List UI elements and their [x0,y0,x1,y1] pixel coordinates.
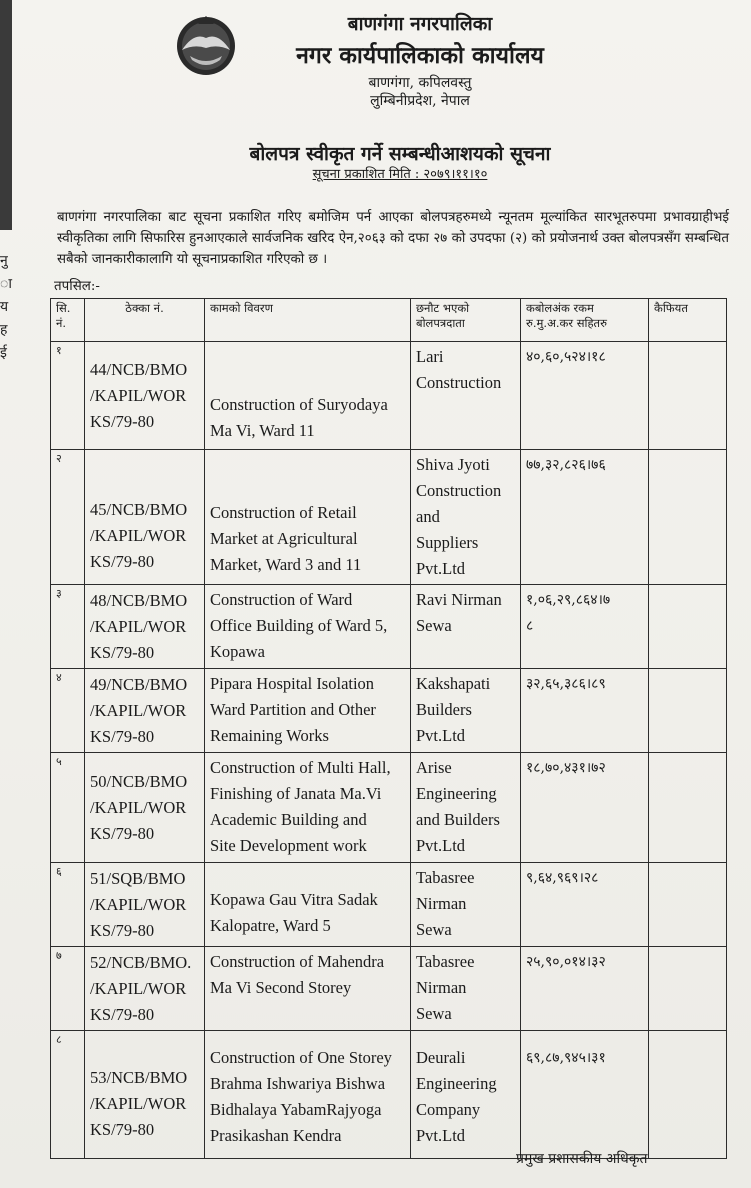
row-sn: ६ [51,863,85,947]
row-amount: ७७,३२,८२६।७६ [521,450,649,585]
signature-title: प्रमुख प्रशासकीय अधिकृत [516,1151,648,1167]
row-sn: २ [51,450,85,585]
row-contract: 51/SQB/BMO /KAPIL/WOR KS/79-80 [85,863,205,947]
row-sn: ७ [51,947,85,1031]
row-bidder: Ravi Nirman Sewa [411,585,521,669]
table-header-row [51,299,727,342]
header-sn: सि. नं. [51,299,85,342]
row-remarks [649,753,727,863]
row-description: Construction of Multi Hall, Finishing of Janata Ma.Vi Academic Building and Site Development work [205,753,411,863]
row-bidder: Kakshapati Builders Pvt.Ltd [411,669,521,753]
row-remarks [649,585,727,669]
table-row [51,1031,727,1159]
row-description: Construction of Suryodaya Ma Vi, Ward 11 [205,342,411,450]
row-bidder: Tabasree Nirman Sewa [411,947,521,1031]
header-description: कामको विवरण [205,299,411,342]
row-bidder: Arise Engineering and Builders Pvt.Ltd [411,753,521,863]
table-row [51,585,727,669]
row-amount: ३२,६५,३८६।८९ [521,669,649,753]
margin-fragment: नु ा य ह ई [0,253,12,361]
row-amount: १८,७०,४३१।७२ [521,753,649,863]
table-row [51,669,727,753]
row-amount: २५,९०,०१४।३२ [521,947,649,1031]
row-description: Construction of Mahendra Ma Vi Second Storey [205,947,411,1031]
row-amount: ४०,६०,५२४।१८ [521,342,649,450]
row-description: Pipara Hospital Isolation Ward Partition and Other Remaining Works [205,669,411,753]
table-row [51,863,727,947]
row-amount: ६९,८७,९४५।३१ [521,1031,649,1159]
row-remarks [649,1031,727,1159]
row-description: Kopawa Gau Vitra Sadak Kalopatre, Ward 5 [205,863,411,947]
row-contract: 52/NCB/BMO. /KAPIL/WOR KS/79-80 [85,947,205,1031]
published-date: सूचना प्रकाशित मिति : २०७९।११।१० [312,167,488,182]
page-edge-shadow [0,0,12,230]
row-description: Construction of Retail Market at Agricultural Market, Ward 3 and 11 [205,450,411,585]
row-remarks [649,342,727,450]
row-sn: ८ [51,1031,85,1159]
row-sn: ३ [51,585,85,669]
bid-table [50,298,727,1159]
header-remarks: कैफियत [649,299,727,342]
notice-body: बाणगंगा नगरपालिका बाट सूचना प्रकाशित गरिए बमोजिम पर्न आएका बोलपत्रहरुमध्ये न्यूनतम मूल्यांकित सारभूतरुपमा प्रभावग्राहीभई स्वीकृतिका लागि सिफारिस हुनआएकाले सार्वजनिक खरिद ऐन,२०६३ को दफा २७ को उपदफा (२) को प्रयोजनार्थ उक्त बोलपत्रसँग सम्बन्धित सबैको जानकारीकालागि यो सूचनाप्रकाशित गरिएको छ । [57,210,729,267]
office-name: नगर कार्यपालिकाको कार्यालय [296,42,544,69]
row-contract: 45/NCB/BMO /KAPIL/WOR KS/79-80 [85,450,205,585]
table-row [51,947,727,1031]
row-contract: 50/NCB/BMO /KAPIL/WOR KS/79-80 [85,753,205,863]
row-contract: 49/NCB/BMO /KAPIL/WOR KS/79-80 [85,669,205,753]
municipality-name: बाणगंगा नगरपालिका [347,13,493,35]
row-bidder: Lari Construction [411,342,521,450]
table-row [51,450,727,585]
row-remarks [649,947,727,1031]
row-description: Construction of Ward Office Building of Ward 5, Kopawa [205,585,411,669]
row-description: Construction of One Storey Brahma Ishwariya Bishwa Bidhalaya YabamRajyoga Prasikashan Kendra [205,1031,411,1159]
row-contract: 44/NCB/BMO /KAPIL/WOR KS/79-80 [85,342,205,450]
details-label: तपसिल:- [54,279,100,294]
row-amount: ९,६४,९६९।२८ [521,863,649,947]
header-bidder: छनौट भएको बोलपत्रदाता [411,299,521,342]
row-bidder: Tabasree Nirman Sewa [411,863,521,947]
address-line-1: बाणगंगा, कपिलवस्तु [368,75,472,91]
row-amount: १,०६,२९,८६४।७ ८ [521,585,649,669]
table-row [51,342,727,450]
nepal-emblem-logo [168,12,244,78]
row-contract: 53/NCB/BMO /KAPIL/WOR KS/79-80 [85,1031,205,1159]
header-contract-no: ठेक्का नं. [85,299,205,342]
address-line-2: लुम्बिनीप्रदेश, नेपाल [370,93,470,109]
notice-title: बोलपत्र स्वीकृत गर्ने सम्बन्धीआशयको सूचना [249,143,551,165]
row-bidder: Deurali Engineering Company Pvt.Ltd [411,1031,521,1159]
office-header [250,10,590,110]
row-remarks [649,669,727,753]
row-sn: ५ [51,753,85,863]
row-bidder: Shiva Jyoti Construction and Suppliers Pvt.Ltd [411,450,521,585]
table-row [51,753,727,863]
row-sn: १ [51,342,85,450]
row-remarks [649,450,727,585]
row-remarks [649,863,727,947]
header-amount: कबोलअंक रकम रु.मु.अ.कर सहितरु [521,299,649,342]
row-sn: ४ [51,669,85,753]
row-contract: 48/NCB/BMO /KAPIL/WOR KS/79-80 [85,585,205,669]
